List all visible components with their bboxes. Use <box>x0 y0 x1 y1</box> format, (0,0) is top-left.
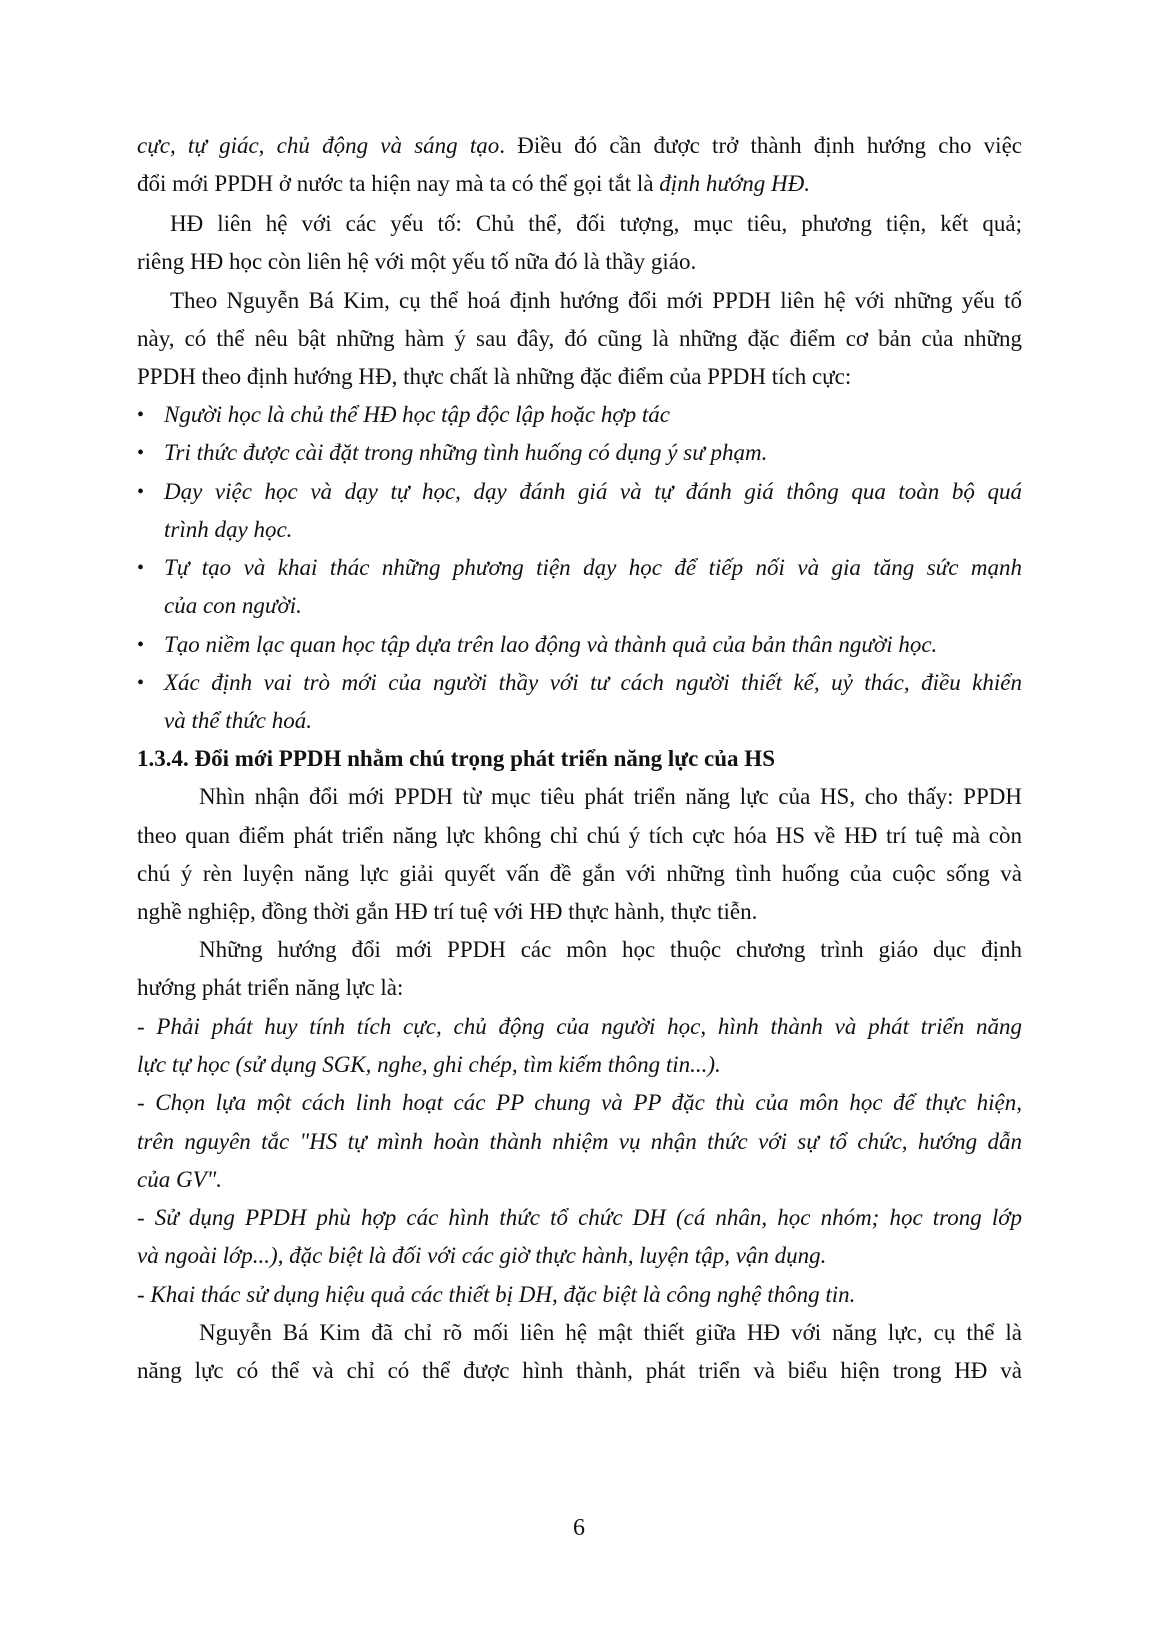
paragraph-line: này, có thể nêu bật những hàm ý sau đây, đó cũng là những đặc điểm cơ bản của những <box>137 326 1022 351</box>
bullet-item: Xác định vai trò mới của người thầy với tư cách người thiết kế, uỷ thác, điều khiển <box>164 670 1022 695</box>
bullet-icon: • <box>137 672 145 694</box>
paragraph-line: Theo Nguyễn Bá Kim, cụ thể hoá định hướng đổi mới PPDH liên hệ với những yếu tố <box>170 288 1022 313</box>
bullet-icon: • <box>137 634 145 656</box>
bullet-icon: • <box>137 404 145 426</box>
italic-text: định hướng HĐ. <box>659 171 810 196</box>
bullet-item-continuation: và thể thức hoá. <box>164 708 312 733</box>
bullet-item: Tạo niềm lạc quan học tập dựa trên lao động và thành quả của bản thân người học. <box>164 632 938 657</box>
bullet-item: Tri thức được cài đặt trong những tình huống có dụng ý sư phạm. <box>164 440 768 465</box>
text: đổi mới PPDH ở nước ta hiện nay mà ta có thể gọi tắt là <box>137 171 660 196</box>
bullet-item: Người học là chủ thể HĐ học tập độc lập hoặc hợp tác <box>164 402 670 427</box>
paragraph-line: Nhìn nhận đổi mới PPDH từ mục tiêu phát triển năng lực của HS, cho thấy: PPDH <box>199 784 1022 809</box>
page-number: 6 <box>573 1515 585 1541</box>
text: . Điều đó cần được trở thành định hướng cho việc <box>499 133 1022 158</box>
section-heading: 1.3.4. Đổi mới PPDH nhằm chú trọng phát triển năng lực của HS <box>137 746 775 771</box>
bullet-item-continuation: trình dạy học. <box>164 517 293 542</box>
bullet-item: Dạy việc học và dạy tự học, dạy đánh giá và tự đánh giá thông qua toàn bộ quá <box>164 479 1022 504</box>
bullet-item-continuation: của con người. <box>164 593 302 618</box>
bullet-icon: • <box>137 481 145 503</box>
dash-item-continuation: trên nguyên tắc "HS tự mình hoàn thành nhiệm vụ nhận thức với sự tổ chức, hướng dẫn <box>137 1129 1022 1154</box>
paragraph-line: PPDH theo định hướng HĐ, thực chất là những đặc điểm của PPDH tích cực: <box>137 364 852 389</box>
paragraph-line: riêng HĐ học còn liên hệ với một yếu tố nữa đó là thầy giáo. <box>137 249 697 274</box>
dash-item-continuation: lực tự học (sử dụng SGK, nghe, ghi chép, tìm kiếm thông tin...). <box>137 1052 721 1077</box>
paragraph-line: HĐ liên hệ với các yếu tố: Chủ thể, đối tượng, mục tiêu, phương tiện, kết quả; <box>170 211 1022 236</box>
paragraph-line: Nguyễn Bá Kim đã chỉ rõ mối liên hệ mật thiết giữa HĐ với năng lực, cụ thể là <box>199 1320 1022 1345</box>
paragraph-line: năng lực có thể và chỉ có thể được hình thành, phát triển và biểu hiện trong HĐ và <box>137 1358 1022 1383</box>
paragraph-line <box>137 128 1022 164</box>
bullet-icon: • <box>137 557 145 579</box>
bullet-item: Tự tạo và khai thác những phương tiện dạy học để tiếp nối và gia tăng sức mạnh <box>164 555 1022 580</box>
paragraph-line: nghề nghiệp, đồng thời gắn HĐ trí tuệ với HĐ thực hành, thực tiễn. <box>137 899 758 924</box>
dash-item: - Khai thác sử dụng hiệu quả các thiết bị DH, đặc biệt là công nghệ thông tin. <box>137 1282 856 1307</box>
italic-text: cực, tự giác, chủ động và sáng tạo <box>137 133 500 158</box>
paragraph-line: hướng phát triển năng lực là: <box>137 975 404 1000</box>
paragraph-line: chú ý rèn luyện năng lực giải quyết vấn đề gắn với những tình huống của cuộc sống và <box>137 861 1022 886</box>
dash-item: - Sử dụng PPDH phù hợp các hình thức tổ chức DH (cá nhân, học nhóm; học trong lớp <box>137 1205 1022 1230</box>
dash-item: - Chọn lựa một cách linh hoạt các PP chung và PP đặc thù của môn học để thực hiện, <box>137 1090 1022 1115</box>
paragraph-line: theo quan điểm phát triển năng lực không chỉ chú ý tích cực hóa HS về HĐ trí tuệ mà còn <box>137 823 1022 848</box>
dash-item-continuation: của GV". <box>137 1167 223 1192</box>
paragraph-line <box>137 166 1022 202</box>
paragraph-line: Những hướng đổi mới PPDH các môn học thuộc chương trình giáo dục định <box>199 937 1022 962</box>
dash-item: - Phải phát huy tính tích cực, chủ động của người học, hình thành và phát triển năng <box>137 1014 1022 1039</box>
dash-item-continuation: và ngoài lớp...), đặc biệt là đối với các giờ thực hành, luyện tập, vận dụng. <box>137 1243 827 1268</box>
bullet-icon: • <box>137 442 145 464</box>
